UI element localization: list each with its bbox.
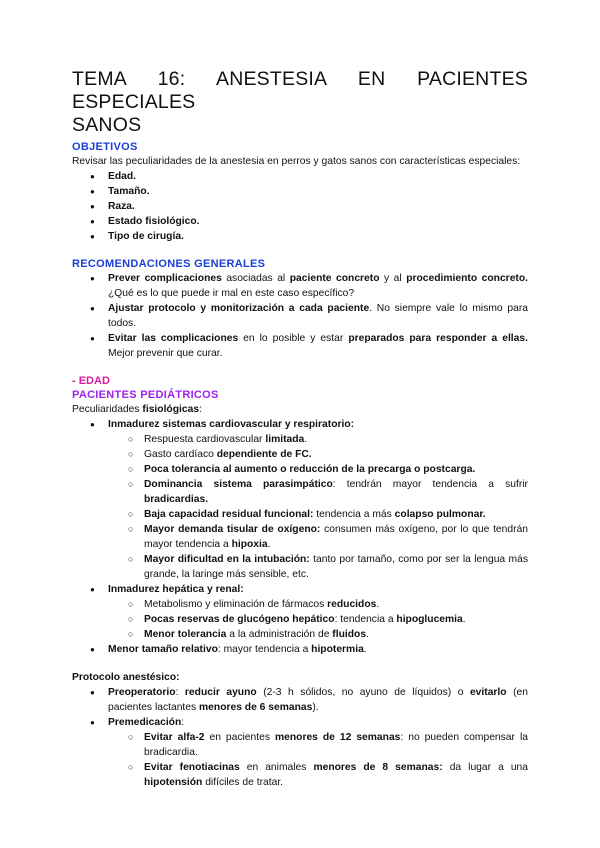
recomendaciones-heading: RECOMENDACIONES GENERALES (72, 258, 266, 270)
hepatica-item-glucogeno: ○ Pocas reservas de glucógeno hepático: tendencia a hipoglucemia. (72, 612, 528, 627)
objetivo-item-raza: ● Raza. (72, 199, 528, 214)
title-line-2: SANOS (72, 114, 142, 136)
premedicacion-sublist (108, 730, 528, 790)
hepatica-sublist (108, 597, 528, 642)
pediatricos-group-hepatica: ● Inmadurez hepática y renal: ○ Metabolismo y eliminación de fármacos reducidos. ○ Pocas reservas de glucógeno hepático: tendencia a hipoglucemia. ○ Menor tolerancia a la administración de fluidos. (72, 582, 528, 642)
objetivo-item-cirugia: ● Tipo de cirugía. (72, 229, 528, 244)
cardio-item-demanda: ○ Mayor demanda tisular de oxígeno: consumen más oxígeno, por lo que tendrán mayor tendencia a hipoxia. (72, 522, 528, 552)
pediatricos-group-cardio: ● Inmadurez sistemas cardiovascular y respiratorio: ○ Respuesta cardiovascular limitada. ○ Gasto cardíaco dependiente de FC. ○ Poca tolerancia al aumento o reducción de la precarga o postcarga. ○ Dominancia sistema parasimpático: tendrán mayor tendencia a sufrir bradicardias. ○ Baja capacidad residual funcional: tendencia a más colapso pulmonar. ○ Mayor demanda tisular de oxígeno: consumen más oxígeno, por lo que tendrán mayor tendencia a hipoxia. ○ Mayor dificultad en la intubación: tanto por tamaño, como por ser la lengua más grande, la laringe más sensible, etc. (72, 417, 528, 582)
hepatica-item-tolerancia: ○ Menor tolerancia a la administración de fluidos. (72, 627, 528, 642)
pediatricos-group-tamano: ● Menor tamaño relativo: mayor tendencia a hipotermia. (72, 642, 528, 657)
page-title (72, 68, 528, 137)
cardio-item-tolerancia: ○ Poca tolerancia al aumento o reducción de la precarga o postcarga. (72, 462, 528, 477)
cardio-item-capacidad: ○ Baja capacidad residual funcional: tendencia a más colapso pulmonar. (72, 507, 528, 522)
protocolo-item-preoperatorio: ● Preoperatorio: reducir ayuno (2-3 h sólidos, no ayuno de líquidos) o evitarlo (en pacientes lactantes menores de 6 semanas). (72, 685, 528, 715)
edad-heading: - EDAD (72, 375, 110, 387)
pediatricos-heading: PACIENTES PEDIÁTRICOS (72, 389, 219, 401)
protocolo-list (72, 685, 528, 790)
document-page (72, 68, 528, 790)
objetivos-list (72, 169, 528, 244)
protocolo-item-premedicacion: ● Premedicación: ○ Evitar alfa-2 en pacientes menores de 12 semanas: no pueden compensar la bradicardia. ○ Evitar fenotiacinas en animales menores de 8 semanas: da lugar a una hipotensión difíciles de tratar. (72, 715, 528, 790)
cardio-item-gasto: ○ Gasto cardíaco dependiente de FC. (72, 447, 528, 462)
premedicacion-item-alfa2: ○ Evitar alfa-2 en pacientes menores de 12 semanas: no pueden compensar la bradicardia. (72, 730, 528, 760)
premedicacion-item-fenotiacinas: ○ Evitar fenotiacinas en animales menores de 8 semanas: da lugar a una hipotensión difíciles de tratar. (72, 760, 528, 790)
cardio-item-dominancia: ○ Dominancia sistema parasimpático: tendrán mayor tendencia a sufrir bradicardias. (72, 477, 528, 507)
recomendaciones-list (72, 271, 528, 361)
objetivo-item-edad: ● Edad. (72, 169, 528, 184)
cardio-item-respuesta: ○ Respuesta cardiovascular limitada. (72, 432, 528, 447)
recomendacion-item-prever: ● Prever complicaciones asociadas al paciente concreto y al procedimiento concreto. ¿Qué es lo que puede ir mal en este caso específico? (72, 271, 528, 301)
cardio-sublist (108, 432, 528, 582)
hepatica-item-metabolismo: ○ Metabolismo y eliminación de fármacos reducidos. (72, 597, 528, 612)
pediatricos-list (72, 417, 528, 657)
objetivo-item-tamano: ● Tamaño. (72, 184, 528, 199)
title-line-1: TEMA 16: ANESTESIA EN PACIENTES ESPECIALES (72, 68, 528, 113)
objetivos-intro: Revisar las peculiaridades de la anestesia en perros y gatos sanos con características especiales: (72, 156, 521, 167)
objetivo-item-estado: ● Estado fisiológico. (72, 214, 528, 229)
protocolo-heading: Protocolo anestésico: (72, 672, 180, 683)
objetivos-heading: OBJETIVOS (72, 141, 138, 153)
cardio-item-intubacion: ○ Mayor dificultad en la intubación: tanto por tamaño, como por ser la lengua más grande, la laringe más sensible, etc. (72, 552, 528, 582)
recomendacion-item-ajustar: ● Ajustar protocolo y monitorización a cada paciente. No siempre vale lo mismo para todos. (72, 301, 528, 331)
pediatricos-intro: Peculiaridades fisiológicas: (72, 404, 202, 415)
recomendacion-item-evitar: ● Evitar las complicaciones en lo posible y estar preparados para responder a ellas. Mejor prevenir que curar. (72, 331, 528, 361)
